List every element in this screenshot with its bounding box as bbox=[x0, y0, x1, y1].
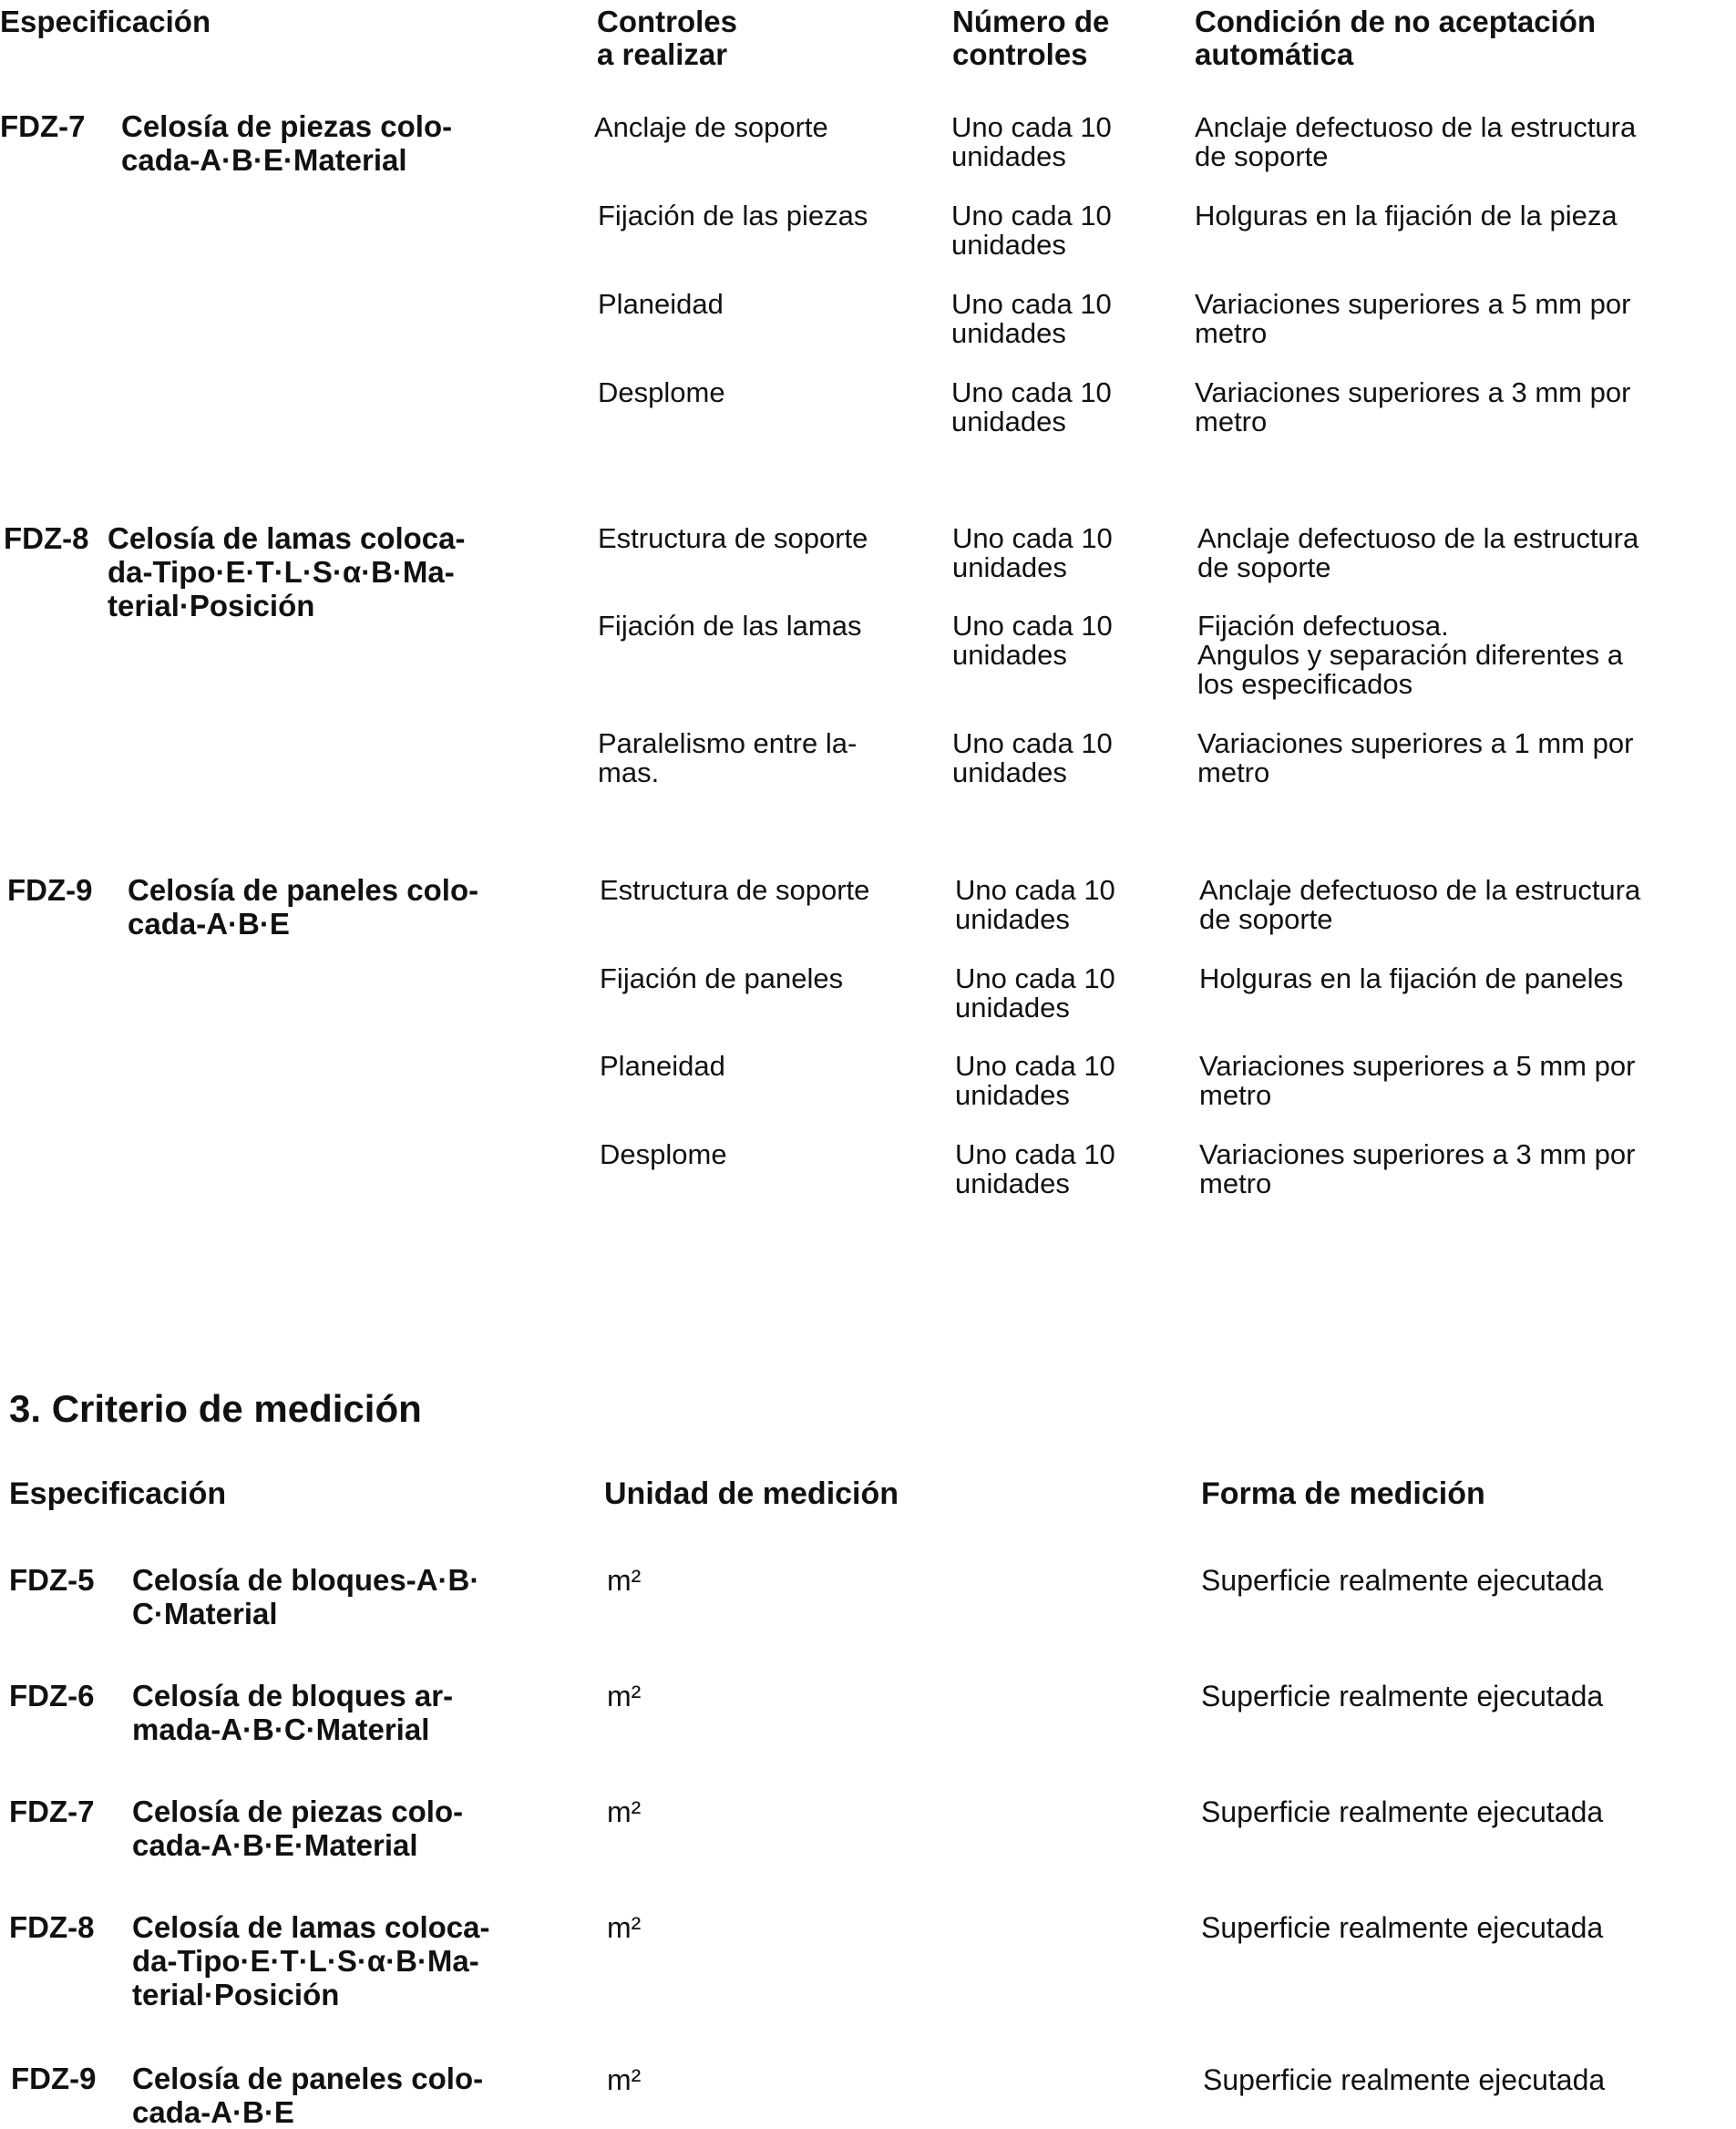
measure-code: FDZ-6 bbox=[9, 1679, 95, 1712]
control-cell: Estructura de soporte bbox=[598, 522, 868, 554]
condition-cell: Anclaje defectuoso de la estructura de soporte bbox=[1195, 111, 1637, 172]
measure-form: Superficie realmente ejecutada bbox=[1201, 1911, 1604, 1944]
control-cell: Anclaje de soporte bbox=[594, 111, 828, 143]
table1-header-controls: Controles a realizar bbox=[597, 5, 738, 71]
condition-cell: Anclaje defectuoso de la estructura de soporte bbox=[1199, 874, 1641, 935]
count-cell: Uno cada 10 unidades bbox=[951, 288, 1112, 349]
condition-cell: Variaciones superiores a 5 mm por metro bbox=[1199, 1050, 1636, 1111]
measure-unit: m² bbox=[607, 2063, 642, 2096]
section-title: 3. Criterio de medición bbox=[9, 1387, 422, 1430]
control-cell: Estructura de soporte bbox=[600, 874, 870, 906]
control-cell: Desplome bbox=[598, 376, 725, 408]
count-cell: Uno cada 10 unidades bbox=[951, 200, 1112, 261]
group-spec: Celosía de lamas coloca- da-Tipo·E·T·L·S·α·B·Ma- terial·Posición bbox=[108, 521, 466, 622]
count-cell: Uno cada 10 unidades bbox=[952, 727, 1113, 788]
count-cell: Uno cada 10 unidades bbox=[955, 874, 1115, 935]
measure-spec: Celosía de bloques-A·B· C·Material bbox=[132, 1563, 480, 1630]
control-cell: Fijación de las piezas bbox=[598, 200, 868, 231]
measure-form: Superficie realmente ejecutada bbox=[1201, 1795, 1604, 1828]
section3-header-form: Forma de medición bbox=[1201, 1476, 1485, 1511]
condition-cell: Variaciones superiores a 1 mm por metro bbox=[1197, 727, 1634, 788]
measure-form: Superficie realmente ejecutada bbox=[1201, 1680, 1604, 1712]
condition-cell: Anclaje defectuoso de la estructura de soporte bbox=[1197, 522, 1639, 583]
table1-header-condition: Condición de no aceptación automática bbox=[1195, 5, 1597, 71]
measure-spec: Celosía de lamas coloca- da-Tipo·E·T·L·S·α·B·Ma- terial·Posición bbox=[132, 1910, 490, 2011]
count-cell: Uno cada 10 unidades bbox=[951, 376, 1112, 437]
control-cell: Fijación de las lamas bbox=[598, 610, 862, 642]
table1-header-count: Número de controles bbox=[952, 5, 1110, 71]
control-cell: Planeidad bbox=[598, 288, 724, 320]
control-cell: Planeidad bbox=[600, 1050, 725, 1082]
count-cell: Uno cada 10 unidades bbox=[952, 610, 1113, 671]
measure-form: Superficie realmente ejecutada bbox=[1201, 1564, 1604, 1597]
count-cell: Uno cada 10 unidades bbox=[952, 522, 1113, 583]
measure-spec: Celosía de piezas colo- cada-A·B·E·Material bbox=[132, 1795, 464, 1862]
condition-cell: Fijación defectuosa. Angulos y separación diferentes a los especificados bbox=[1197, 610, 1624, 700]
measure-code: FDZ-5 bbox=[9, 1563, 95, 1597]
measure-code: FDZ-9 bbox=[11, 2062, 97, 2095]
measure-code: FDZ-8 bbox=[9, 1910, 95, 1944]
control-cell: Paralelismo entre la- mas. bbox=[598, 727, 858, 788]
control-cell: Fijación de paneles bbox=[600, 962, 844, 994]
group-code: FDZ-9 bbox=[7, 873, 93, 907]
count-cell: Uno cada 10 unidades bbox=[955, 1050, 1115, 1111]
condition-cell: Variaciones superiores a 3 mm por metro bbox=[1195, 376, 1631, 437]
condition-cell: Holguras en la fijación de paneles bbox=[1199, 962, 1624, 994]
measure-spec: Celosía de paneles colo- cada-A·B·E bbox=[132, 2062, 484, 2129]
control-cell: Desplome bbox=[600, 1138, 727, 1170]
group-spec: Celosía de paneles colo- cada-A·B·E bbox=[128, 873, 479, 941]
section3-header-spec: Especificación bbox=[9, 1476, 227, 1511]
measure-unit: m² bbox=[607, 1911, 642, 1944]
count-cell: Uno cada 10 unidades bbox=[955, 962, 1115, 1023]
measure-code: FDZ-7 bbox=[9, 1795, 95, 1828]
condition-cell: Holguras en la fijación de la pieza bbox=[1195, 200, 1618, 231]
measure-form: Superficie realmente ejecutada bbox=[1203, 2063, 1606, 2096]
count-cell: Uno cada 10 unidades bbox=[951, 111, 1112, 172]
group-code: FDZ-8 bbox=[4, 521, 89, 555]
condition-cell: Variaciones superiores a 3 mm por metro bbox=[1199, 1138, 1636, 1199]
table1-header-spec: Especificación bbox=[0, 5, 211, 38]
measure-unit: m² bbox=[607, 1564, 642, 1597]
measure-unit: m² bbox=[607, 1795, 642, 1828]
group-code: FDZ-7 bbox=[0, 109, 86, 143]
condition-cell: Variaciones superiores a 5 mm por metro bbox=[1195, 288, 1631, 349]
count-cell: Uno cada 10 unidades bbox=[955, 1138, 1115, 1199]
measure-unit: m² bbox=[607, 1680, 642, 1712]
group-spec: Celosía de piezas colo- cada-A·B·E·Material bbox=[121, 109, 453, 177]
measure-spec: Celosía de bloques ar- mada-A·B·C·Material bbox=[132, 1679, 454, 1746]
section3-header-unit: Unidad de medición bbox=[604, 1476, 899, 1511]
